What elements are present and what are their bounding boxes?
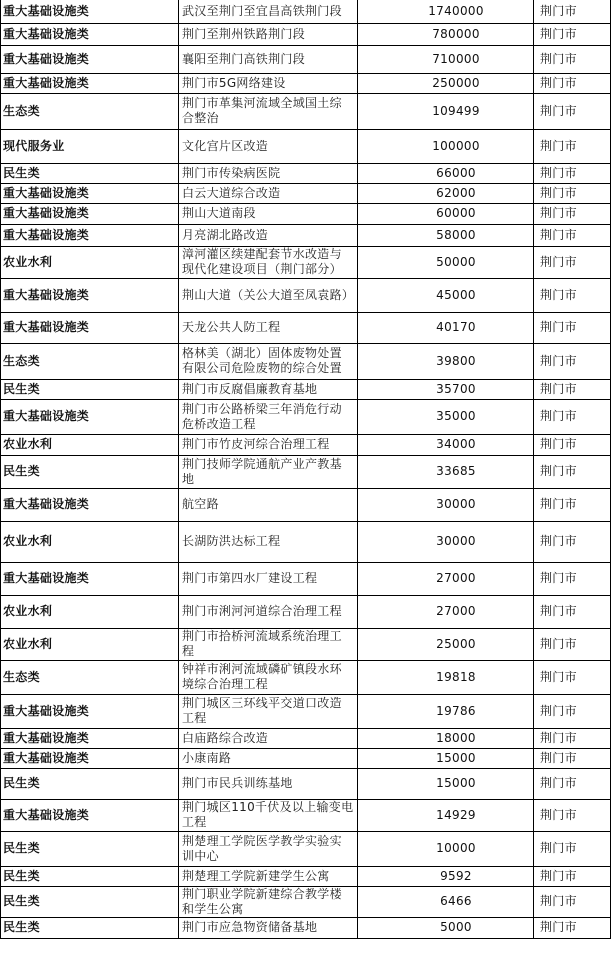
investment-amount-cell: 5000 bbox=[358, 917, 534, 938]
category-cell: 民生类 bbox=[1, 768, 179, 799]
investment-amount-cell: 10000 bbox=[358, 831, 534, 866]
city-cell: 荆门市 bbox=[534, 23, 611, 45]
table-row bbox=[1, 521, 611, 562]
investment-amount-cell: 780000 bbox=[358, 23, 534, 45]
table-row bbox=[1, 728, 611, 748]
table-row bbox=[1, 379, 611, 399]
city-cell: 荆门市 bbox=[534, 562, 611, 595]
table-row bbox=[1, 163, 611, 183]
project-name-cell: 格林美（湖北）固体废物处置有限公司危险废物的综合处置 bbox=[179, 343, 358, 379]
city-cell: 荆门市 bbox=[534, 595, 611, 628]
table-row bbox=[1, 886, 611, 917]
project-name-cell: 荆门市拾桥河流域系统治理工程 bbox=[179, 628, 358, 660]
project-name-cell: 月亮湖北路改造 bbox=[179, 224, 358, 246]
investment-amount-cell: 30000 bbox=[358, 521, 534, 562]
table-row bbox=[1, 917, 611, 938]
category-cell: 重大基础设施类 bbox=[1, 45, 179, 73]
city-cell: 荆门市 bbox=[534, 694, 611, 728]
investment-amount-cell: 50000 bbox=[358, 246, 534, 278]
table-row bbox=[1, 183, 611, 203]
city-cell: 荆门市 bbox=[534, 886, 611, 917]
city-cell: 荆门市 bbox=[534, 521, 611, 562]
city-cell: 荆门市 bbox=[534, 0, 611, 23]
project-name-cell: 小康南路 bbox=[179, 748, 358, 768]
city-cell: 荆门市 bbox=[534, 343, 611, 379]
city-cell: 荆门市 bbox=[534, 246, 611, 278]
investment-amount-cell: 19818 bbox=[358, 660, 534, 694]
project-name-cell: 襄阳至荆门高铁荆门段 bbox=[179, 45, 358, 73]
city-cell: 荆门市 bbox=[534, 434, 611, 455]
table-row bbox=[1, 224, 611, 246]
table-row bbox=[1, 203, 611, 224]
project-name-cell: 白庙路综合改造 bbox=[179, 728, 358, 748]
category-cell: 现代服务业 bbox=[1, 129, 179, 163]
city-cell: 荆门市 bbox=[534, 45, 611, 73]
table-row bbox=[1, 768, 611, 799]
category-cell: 重大基础设施类 bbox=[1, 73, 179, 93]
category-cell: 农业水利 bbox=[1, 628, 179, 660]
investment-amount-cell: 27000 bbox=[358, 562, 534, 595]
investment-amount-cell: 250000 bbox=[358, 73, 534, 93]
project-name-cell: 文化宫片区改造 bbox=[179, 129, 358, 163]
category-cell: 重大基础设施类 bbox=[1, 183, 179, 203]
investment-amount-cell: 6466 bbox=[358, 886, 534, 917]
category-cell: 民生类 bbox=[1, 831, 179, 866]
city-cell: 荆门市 bbox=[534, 799, 611, 831]
investment-amount-cell: 35700 bbox=[358, 379, 534, 399]
category-cell: 重大基础设施类 bbox=[1, 399, 179, 434]
investment-amount-cell: 109499 bbox=[358, 93, 534, 129]
city-cell: 荆门市 bbox=[534, 312, 611, 343]
category-cell: 重大基础设施类 bbox=[1, 748, 179, 768]
table-row bbox=[1, 23, 611, 45]
table-row bbox=[1, 831, 611, 866]
investment-amount-cell: 30000 bbox=[358, 488, 534, 521]
city-cell: 荆门市 bbox=[534, 379, 611, 399]
investment-amount-cell: 62000 bbox=[358, 183, 534, 203]
category-cell: 重大基础设施类 bbox=[1, 0, 179, 23]
project-name-cell: 荆门市浰河河道综合治理工程 bbox=[179, 595, 358, 628]
investment-amount-cell: 14929 bbox=[358, 799, 534, 831]
investment-amount-cell: 58000 bbox=[358, 224, 534, 246]
investment-amount-cell: 35000 bbox=[358, 399, 534, 434]
project-name-cell: 荆门城区110千伏及以上输变电工程 bbox=[179, 799, 358, 831]
project-name-cell: 荆门市公路桥梁三年消危行动危桥改造工程 bbox=[179, 399, 358, 434]
category-cell: 农业水利 bbox=[1, 246, 179, 278]
table-row bbox=[1, 488, 611, 521]
investment-amount-cell: 18000 bbox=[358, 728, 534, 748]
project-name-cell: 漳河灌区续建配套节水改造与现代化建设项目（荆门部分） bbox=[179, 246, 358, 278]
project-name-cell: 荆门城区三环线平交道口改造工程 bbox=[179, 694, 358, 728]
table-row bbox=[1, 0, 611, 23]
city-cell: 荆门市 bbox=[534, 768, 611, 799]
table-row bbox=[1, 93, 611, 129]
table-row bbox=[1, 399, 611, 434]
category-cell: 民生类 bbox=[1, 163, 179, 183]
investment-amount-cell: 100000 bbox=[358, 129, 534, 163]
city-cell: 荆门市 bbox=[534, 203, 611, 224]
table-row bbox=[1, 595, 611, 628]
table-row bbox=[1, 866, 611, 886]
city-cell: 荆门市 bbox=[534, 917, 611, 938]
project-name-cell: 武汉至荆门至宜昌高铁荆门段 bbox=[179, 0, 358, 23]
category-cell: 农业水利 bbox=[1, 521, 179, 562]
investment-amount-cell: 15000 bbox=[358, 768, 534, 799]
category-cell: 重大基础设施类 bbox=[1, 203, 179, 224]
city-cell: 荆门市 bbox=[534, 831, 611, 866]
investment-amount-cell: 15000 bbox=[358, 748, 534, 768]
investment-amount-cell: 27000 bbox=[358, 595, 534, 628]
city-cell: 荆门市 bbox=[534, 163, 611, 183]
project-name-cell: 荆门至荆州铁路荆门段 bbox=[179, 23, 358, 45]
city-cell: 荆门市 bbox=[534, 748, 611, 768]
investment-amount-cell: 66000 bbox=[358, 163, 534, 183]
project-name-cell: 荆门市革集河流域全域国土综合整治 bbox=[179, 93, 358, 129]
city-cell: 荆门市 bbox=[534, 455, 611, 488]
project-name-cell: 荆门职业学院新建综合教学楼和学生公寓 bbox=[179, 886, 358, 917]
city-cell: 荆门市 bbox=[534, 183, 611, 203]
investment-amount-cell: 9592 bbox=[358, 866, 534, 886]
investment-amount-cell: 710000 bbox=[358, 45, 534, 73]
project-name-cell: 荆门市应急物资储备基地 bbox=[179, 917, 358, 938]
investment-amount-cell: 34000 bbox=[358, 434, 534, 455]
category-cell: 重大基础设施类 bbox=[1, 278, 179, 312]
category-cell: 生态类 bbox=[1, 343, 179, 379]
category-cell: 民生类 bbox=[1, 379, 179, 399]
table-row bbox=[1, 312, 611, 343]
category-cell: 重大基础设施类 bbox=[1, 799, 179, 831]
investment-amount-cell: 40170 bbox=[358, 312, 534, 343]
category-cell: 民生类 bbox=[1, 917, 179, 938]
project-name-cell: 荆门市5G网络建设 bbox=[179, 73, 358, 93]
table-row bbox=[1, 628, 611, 660]
project-name-cell: 荆门技师学院通航产业产教基地 bbox=[179, 455, 358, 488]
category-cell: 生态类 bbox=[1, 93, 179, 129]
city-cell: 荆门市 bbox=[534, 73, 611, 93]
project-name-cell: 荆山大道南段 bbox=[179, 203, 358, 224]
table-row bbox=[1, 748, 611, 768]
table-row bbox=[1, 246, 611, 278]
table-row bbox=[1, 799, 611, 831]
table-row bbox=[1, 455, 611, 488]
project-name-cell: 荆门市竹皮河综合治理工程 bbox=[179, 434, 358, 455]
category-cell: 农业水利 bbox=[1, 434, 179, 455]
city-cell: 荆门市 bbox=[534, 660, 611, 694]
table-row bbox=[1, 45, 611, 73]
table-row bbox=[1, 434, 611, 455]
investment-amount-cell: 33685 bbox=[358, 455, 534, 488]
project-name-cell: 荆山大道（关公大道至凤袁路） bbox=[179, 278, 358, 312]
city-cell: 荆门市 bbox=[534, 93, 611, 129]
city-cell: 荆门市 bbox=[534, 129, 611, 163]
table-row bbox=[1, 694, 611, 728]
project-name-cell: 长湖防洪达标工程 bbox=[179, 521, 358, 562]
project-name-cell: 荆楚理工学院医学教学实验实训中心 bbox=[179, 831, 358, 866]
table-row bbox=[1, 129, 611, 163]
investment-amount-cell: 19786 bbox=[358, 694, 534, 728]
category-cell: 重大基础设施类 bbox=[1, 728, 179, 748]
table-row bbox=[1, 562, 611, 595]
project-name-cell: 钟祥市浰河流域磷矿镇段水环境综合治理工程 bbox=[179, 660, 358, 694]
category-cell: 重大基础设施类 bbox=[1, 562, 179, 595]
project-name-cell: 天龙公共人防工程 bbox=[179, 312, 358, 343]
category-cell: 民生类 bbox=[1, 455, 179, 488]
investment-amount-cell: 1740000 bbox=[358, 0, 534, 23]
city-cell: 荆门市 bbox=[534, 278, 611, 312]
category-cell: 重大基础设施类 bbox=[1, 23, 179, 45]
category-cell: 民生类 bbox=[1, 866, 179, 886]
investment-amount-cell: 39800 bbox=[358, 343, 534, 379]
table-row bbox=[1, 278, 611, 312]
table-row bbox=[1, 660, 611, 694]
category-cell: 民生类 bbox=[1, 886, 179, 917]
investment-amount-cell: 60000 bbox=[358, 203, 534, 224]
city-cell: 荆门市 bbox=[534, 224, 611, 246]
project-name-cell: 荆门市第四水厂建设工程 bbox=[179, 562, 358, 595]
investment-amount-cell: 25000 bbox=[358, 628, 534, 660]
category-cell: 农业水利 bbox=[1, 595, 179, 628]
city-cell: 荆门市 bbox=[534, 488, 611, 521]
category-cell: 重大基础设施类 bbox=[1, 224, 179, 246]
category-cell: 重大基础设施类 bbox=[1, 312, 179, 343]
project-name-cell: 航空路 bbox=[179, 488, 358, 521]
project-name-cell: 荆楚理工学院新建学生公寓 bbox=[179, 866, 358, 886]
table-row bbox=[1, 73, 611, 93]
city-cell: 荆门市 bbox=[534, 628, 611, 660]
project-name-cell: 荆门市传染病医院 bbox=[179, 163, 358, 183]
project-name-cell: 荆门市民兵训练基地 bbox=[179, 768, 358, 799]
city-cell: 荆门市 bbox=[534, 866, 611, 886]
category-cell: 重大基础设施类 bbox=[1, 694, 179, 728]
project-name-cell: 白云大道综合改造 bbox=[179, 183, 358, 203]
category-cell: 生态类 bbox=[1, 660, 179, 694]
table-row bbox=[1, 343, 611, 379]
project-name-cell: 荆门市反腐倡廉教育基地 bbox=[179, 379, 358, 399]
city-cell: 荆门市 bbox=[534, 399, 611, 434]
investment-amount-cell: 45000 bbox=[358, 278, 534, 312]
city-cell: 荆门市 bbox=[534, 728, 611, 748]
project-table-body bbox=[1, 0, 611, 938]
category-cell: 重大基础设施类 bbox=[1, 488, 179, 521]
